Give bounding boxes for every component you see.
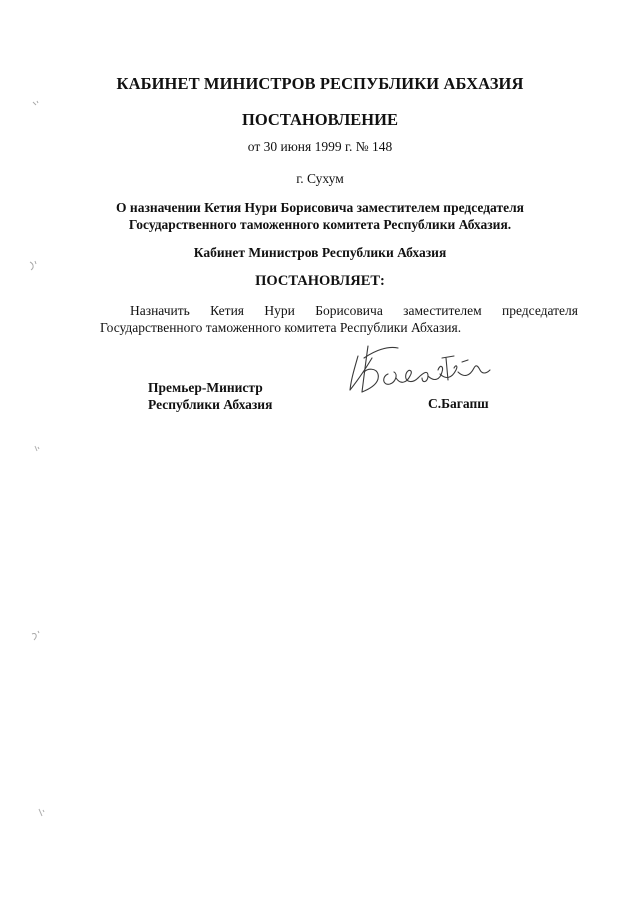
scan-speck (30, 98, 42, 110)
issuer: Кабинет Министров Республики Абхазия (193, 245, 447, 260)
document-date-number: от 30 июня 1999 г. № 148 (247, 139, 393, 154)
document-city: г. Сухум (296, 171, 344, 186)
subject-line-1: О назначении Кетия Нури Борисовича заместителем председателя (116, 200, 524, 215)
signatory-position (148, 379, 272, 413)
government-title: КАБИНЕТ МИНИСТРОВ РЕСПУБЛИКИ АБХАЗИЯ (116, 74, 524, 93)
document-type: ПОСТАНОВЛЕНИЕ (242, 110, 398, 129)
scan-speck (36, 806, 48, 820)
document-subject (0, 199, 640, 233)
subject-line-2: Государственного таможенного комитета Республики Абхазия. (128, 217, 512, 232)
decree-body (100, 302, 578, 336)
decrees-heading: ПОСТАНОВЛЯЕТ: (255, 273, 385, 289)
handwritten-signature (344, 336, 524, 400)
signatory-position-line-2: Республики Абхазия (148, 397, 273, 412)
scan-speck (32, 443, 42, 455)
scan-speck (26, 258, 40, 274)
decree-body-line-2: Государственного таможенного комитета Республики Абхазия. (100, 320, 462, 335)
decree-body-line-1: Назначить Кетия Нури Борисовича заместителем председателя (130, 303, 578, 318)
signatory-position-line-1: Премьер-Министр (148, 380, 263, 395)
scan-speck (28, 628, 42, 644)
signatory-name: С.Багапш (428, 396, 489, 411)
